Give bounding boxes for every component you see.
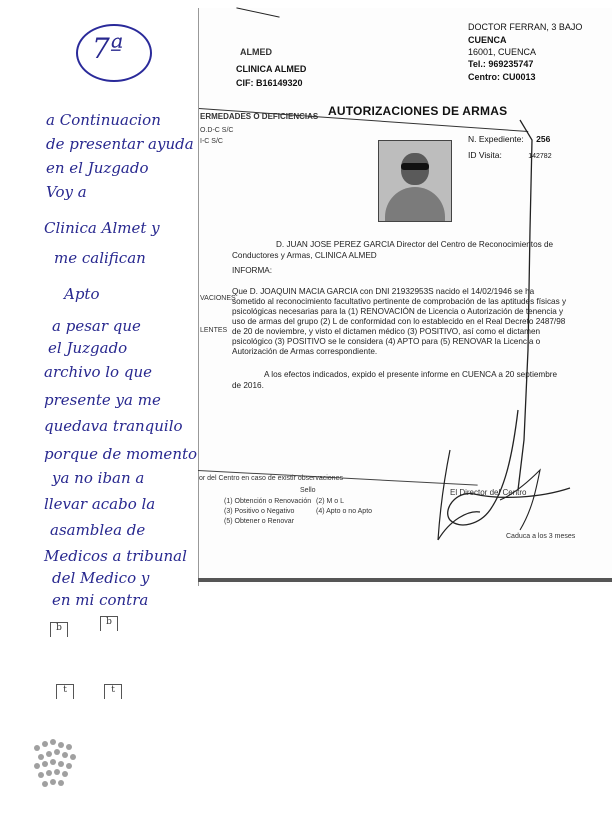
handwritten-line-16: asamblea de	[50, 521, 146, 539]
paragraph-line-1: Que D. JOAQUIN MACIA GARCIA con DNI 21932953S nacido el 14/02/1946 se ha	[232, 287, 535, 296]
clinic-cif: CIF: B16149320	[236, 78, 303, 88]
legend-3: (3) Positivo o Negativo	[224, 508, 295, 515]
handwritten-line-17: Medicos a tribunal	[44, 547, 187, 565]
address-line-2: CUENCA	[468, 35, 507, 45]
handwritten-line-2: de presentar ayuda	[46, 135, 194, 153]
handwritten-line-10: archivo lo que	[44, 363, 152, 381]
visita-label: ID Visita:	[468, 150, 502, 160]
paragraph-line-4: uso de armas del grupo (2) L de conformidad con lo establecido en el Real Decreto 2487/98	[232, 317, 566, 326]
paragraph-line-2: sometido al reconocimiento facultativo pertinente de comprobación de las aptitudes físicas y	[232, 297, 567, 306]
handwritten-line-12: quedava tranquilo	[44, 417, 183, 435]
document-title: AUTORIZACIONES DE ARMAS	[328, 104, 508, 118]
side-heading: ERMEDADES O DEFICIENCIAS	[200, 112, 319, 121]
address-line-1: DOCTOR FERRAN, 3 BAJO	[468, 22, 583, 32]
handwritten-line-14: ya no iban a	[52, 469, 145, 487]
handwritten-line-1: a Continuacion	[46, 111, 161, 129]
handwritten-line-11: presente ya me	[44, 391, 161, 409]
handwritten-line-13: porque de momento	[44, 445, 198, 463]
sheet-bottom-edge	[198, 578, 612, 582]
expediente-label: N. Expediente:	[468, 134, 524, 144]
paragraph-line-3: psicológicas necesarias para la (1) RENOVACIÓN de Licencia o Autorización de tenencia y	[232, 307, 564, 316]
margin-box-1: b	[50, 622, 68, 637]
circle-label: 7ª	[92, 32, 124, 65]
visita-value: 142782	[528, 153, 552, 160]
clinic-phone: Tel.: 969235747	[468, 59, 534, 69]
handwritten-line-5: Clinica Almet y	[44, 219, 160, 237]
handwritten-line-15: llevar acabo la	[44, 495, 156, 513]
handwritten-line-7: Apto	[64, 285, 100, 303]
handwritten-line-3: en el Juzgado	[46, 159, 149, 177]
margin-box-4: t	[104, 684, 122, 699]
side-code-2: I-C S/C	[200, 138, 223, 145]
director-signature-label: El Director del Centro	[450, 488, 527, 497]
margin-box-2: b	[100, 616, 118, 631]
legend-1: (1) Obtención o Renovación	[224, 498, 312, 505]
centre-code: Centro: CU0013	[468, 72, 536, 82]
informa-label: INFORMA:	[232, 266, 273, 275]
closing-line-2: de 2016.	[232, 381, 264, 390]
clinic-name: CLINICA ALMED	[236, 64, 307, 74]
side-lentes: LENTES	[200, 327, 228, 334]
signature-scribble	[420, 110, 580, 570]
director-line-2: Conductores y Armas, CLINICA ALMED	[232, 251, 377, 260]
sheet-edge	[198, 8, 199, 586]
legend-2: (2) M o L	[316, 498, 345, 505]
handwritten-line-4: Voy a	[46, 183, 87, 201]
legend-4: (4) Apto o no Apto	[316, 508, 373, 515]
expiry-note: Caduca a los 3 meses	[506, 533, 576, 540]
paragraph-line-5: de 20 de noviembre, y visto el dictamen médico (3) POSITIVO, así como el dictamen	[232, 327, 541, 336]
observations-label: or del Centro en caso de existir observaciones	[199, 475, 343, 482]
handwritten-line-8: a pesar que	[52, 317, 141, 335]
handwritten-line-18: del Medico y	[52, 569, 150, 587]
director-line-1: D. JUAN JOSE PEREZ GARCIA Director del Centro de Reconocimientos de	[276, 240, 554, 249]
expediente-value: 256	[536, 134, 551, 144]
brand-name: ALMED	[240, 47, 272, 57]
paragraph-line-6: psicológico (3) POSITIVO se le considera (4) APTO para (5) RENOVAR la Licencia o	[232, 337, 541, 346]
sello-label: Sello	[300, 487, 316, 494]
legend-5: (5) Obtener o Renovar	[224, 518, 295, 525]
margin-box-3: t	[56, 684, 74, 699]
handwritten-line-6: me califican	[54, 249, 146, 267]
side-observations: VACIONES	[200, 295, 236, 302]
side-code-1: O.D-C S/C	[200, 127, 234, 134]
handwritten-line-9: el Juzgado	[48, 339, 128, 357]
closing-line-1: A los efectos indicados, expido el presente informe en CUENCA a 20 septiembre	[264, 370, 558, 379]
handwritten-line-19: en mi contra	[52, 591, 149, 609]
address-line-3: 16001, CUENCA	[468, 47, 537, 57]
paragraph-line-7: Autorización de Armas correspondiente.	[232, 347, 378, 356]
